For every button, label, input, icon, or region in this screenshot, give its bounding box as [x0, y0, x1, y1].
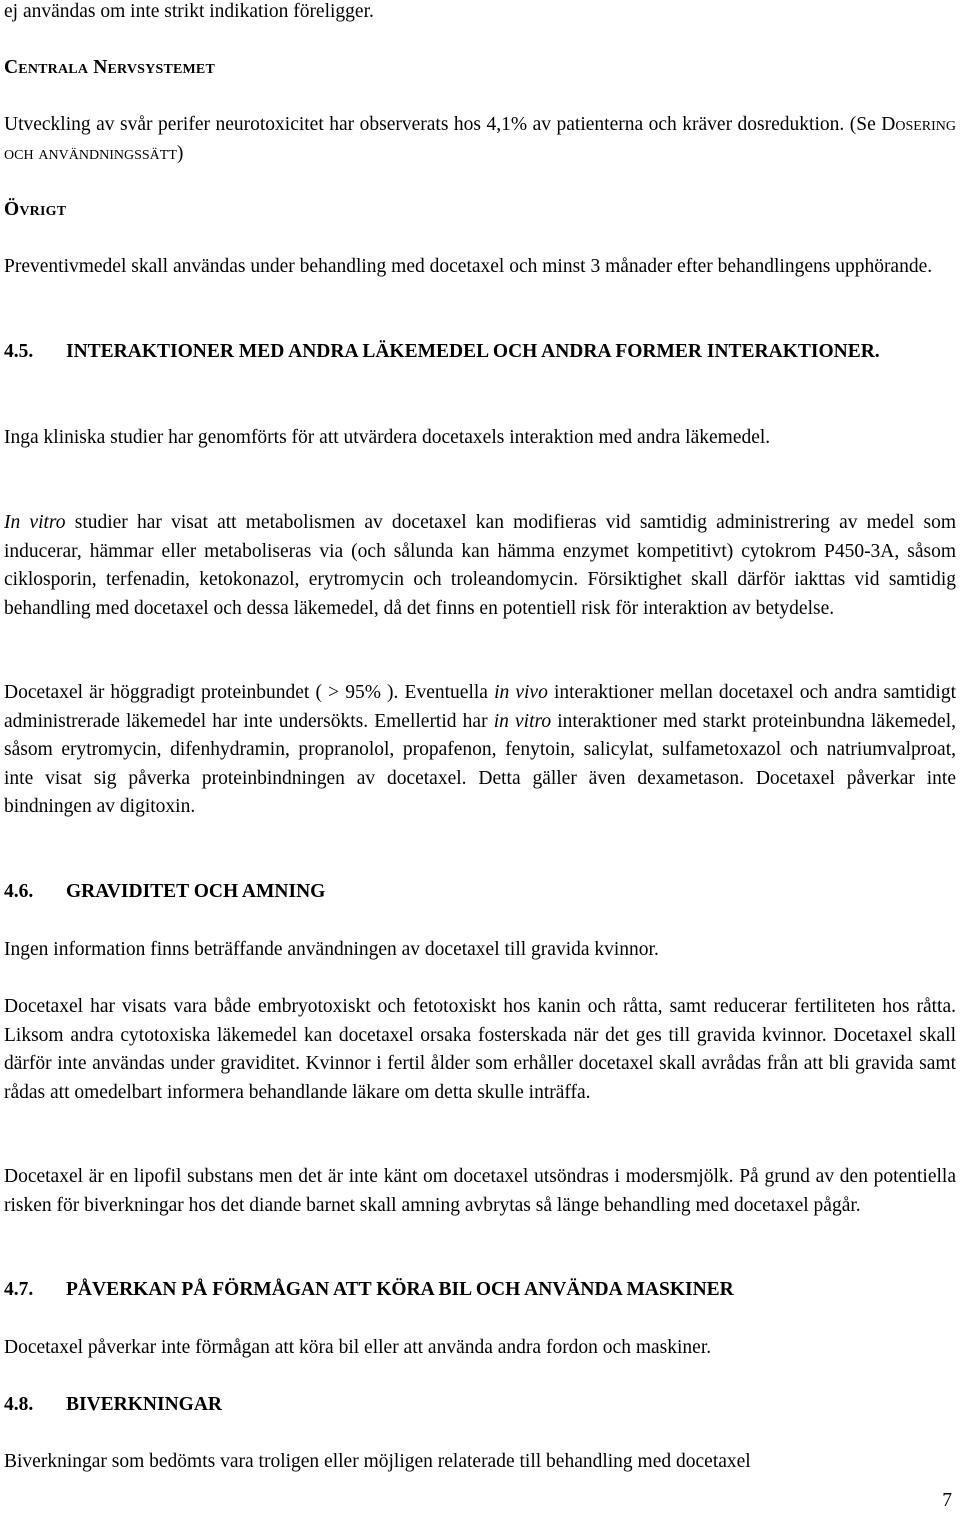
section-4-8-heading — [4, 1391, 956, 1420]
section-title: BIVERKNINGAR — [66, 1394, 223, 1415]
section-title: PÅVERKAN PÅ FÖRMÅGAN ATT KÖRA BIL OCH ANVÄNDA MASKINER — [66, 1279, 734, 1300]
cns-text: Utveckling av svår perifer neurotoxicitet har observerats hos 4,1% av patienterna och kräver dosreduktion. — [4, 114, 845, 135]
cns-heading: Centrala Nervsystemet — [4, 57, 216, 78]
cns-ref-close: ) — [176, 142, 184, 164]
section-title: INTERAKTIONER MED ANDRA LÄKEMEDEL OCH ANDRA FORMER INTERAKTIONER. — [66, 341, 880, 362]
cns-ref-title: Dosering och användningssätt — [4, 114, 957, 164]
section-title: GRAVIDITET OCH AMNING — [66, 881, 326, 902]
s46-paragraph-2: Docetaxel har visats vara både embryotoxiskt och fetotoxiskt hos kanin och råtta, samt reducerar fertiliteten hos råtta. Liksom andra cytotoxiska läkemedel kan docetaxel orsaka fosterskada när det ges till gravida kvinnor. Docetaxel skall därför inte användas under graviditet. Kvinnor i fertil ålder som erhåller docetaxel skall avrådas från att bli gravida samt rådas att omedelbart informera behandlande läkare om detta skulle inträffa. — [4, 996, 956, 1103]
s45-paragraph-3: Docetaxel är höggradigt proteinbundet ( > 95% ). Eventuella in vivo interaktioner mellan docetaxel och andra samtidigt administrerade läkemedel har inte undersökts. Emellertid har in vitro interaktioner med starkt proteinbundna läkemedel, såsom erytromycin, difenhydramin, propranolol, propafenon, fenytoin, salicylat, sulfametoxazol och natriumvalproat, inte visat sig påverka proteinbindningen av docetaxel. Detta gäller även dexametason. Docetaxel påverkar inte bindningen av digitoxin. — [4, 682, 957, 817]
section-number: 4.7. — [4, 1279, 34, 1300]
italic-term: In vitro — [4, 512, 66, 533]
section-4-7-heading — [4, 1276, 956, 1305]
section-number: 4.6. — [4, 881, 34, 902]
s46-paragraph-1: Ingen information finns beträffande användningen av docetaxel till gravida kvinnor. — [4, 939, 659, 960]
section-number: 4.8. — [4, 1394, 34, 1415]
section-4-6-heading — [4, 878, 956, 907]
cns-paragraph — [4, 111, 956, 168]
other-paragraph: Preventivmedel skall användas under behandling med docetaxel och minst 3 månader efter behandlingens upphörande. — [4, 256, 933, 277]
page-number: 7 — [942, 1490, 952, 1511]
s46-paragraph-3: Docetaxel är en lipofil substans men det är inte känt om docetaxel utsöndras i modersmjölk. På grund av den potentiella risken för biverkningar hos det diande barnet skall amning avbrytas så länge behandling med docetaxel pågår. — [4, 1166, 956, 1216]
italic-term: in vivo — [494, 682, 548, 703]
section-number: 4.5. — [4, 341, 34, 362]
other-heading: Övrigt — [4, 199, 67, 220]
continued-text: ej användas om inte strikt indikation föreligger. — [4, 1, 374, 22]
s45-paragraph-1: Inga kliniska studier har genomförts för att utvärdera docetaxels interaktion med andra läkemedel. — [4, 427, 771, 448]
s47-paragraph-1: Docetaxel påverkar inte förmågan att köra bil eller att använda andra fordon och maskiner. — [4, 1337, 712, 1358]
s48-paragraph-1: Biverkningar som bedömts vara troligen eller möjligen relaterade till behandling med docetaxel — [4, 1451, 751, 1472]
italic-term: in vitro — [493, 710, 552, 732]
cns-ref-open: (Se — [849, 114, 876, 135]
s45-paragraph-2: In vitro studier har visat att metabolismen av docetaxel kan modifieras vid samtidig administrering av medel som inducerar, hämmar eller metaboliseras via (och sålunda kan hämma enzymet kompetitivt) cytokrom P450-3A, såsom ciklosporin, terfenadin, ketokonazol, erytromycin och troleandomycin. Försiktighet skall därför iakttas vid samtidig behandling med docetaxel och dessa läkemedel, då det finns en potentiell risk för interaktion av betydelse. — [4, 512, 957, 619]
section-4-5-heading — [4, 338, 956, 367]
